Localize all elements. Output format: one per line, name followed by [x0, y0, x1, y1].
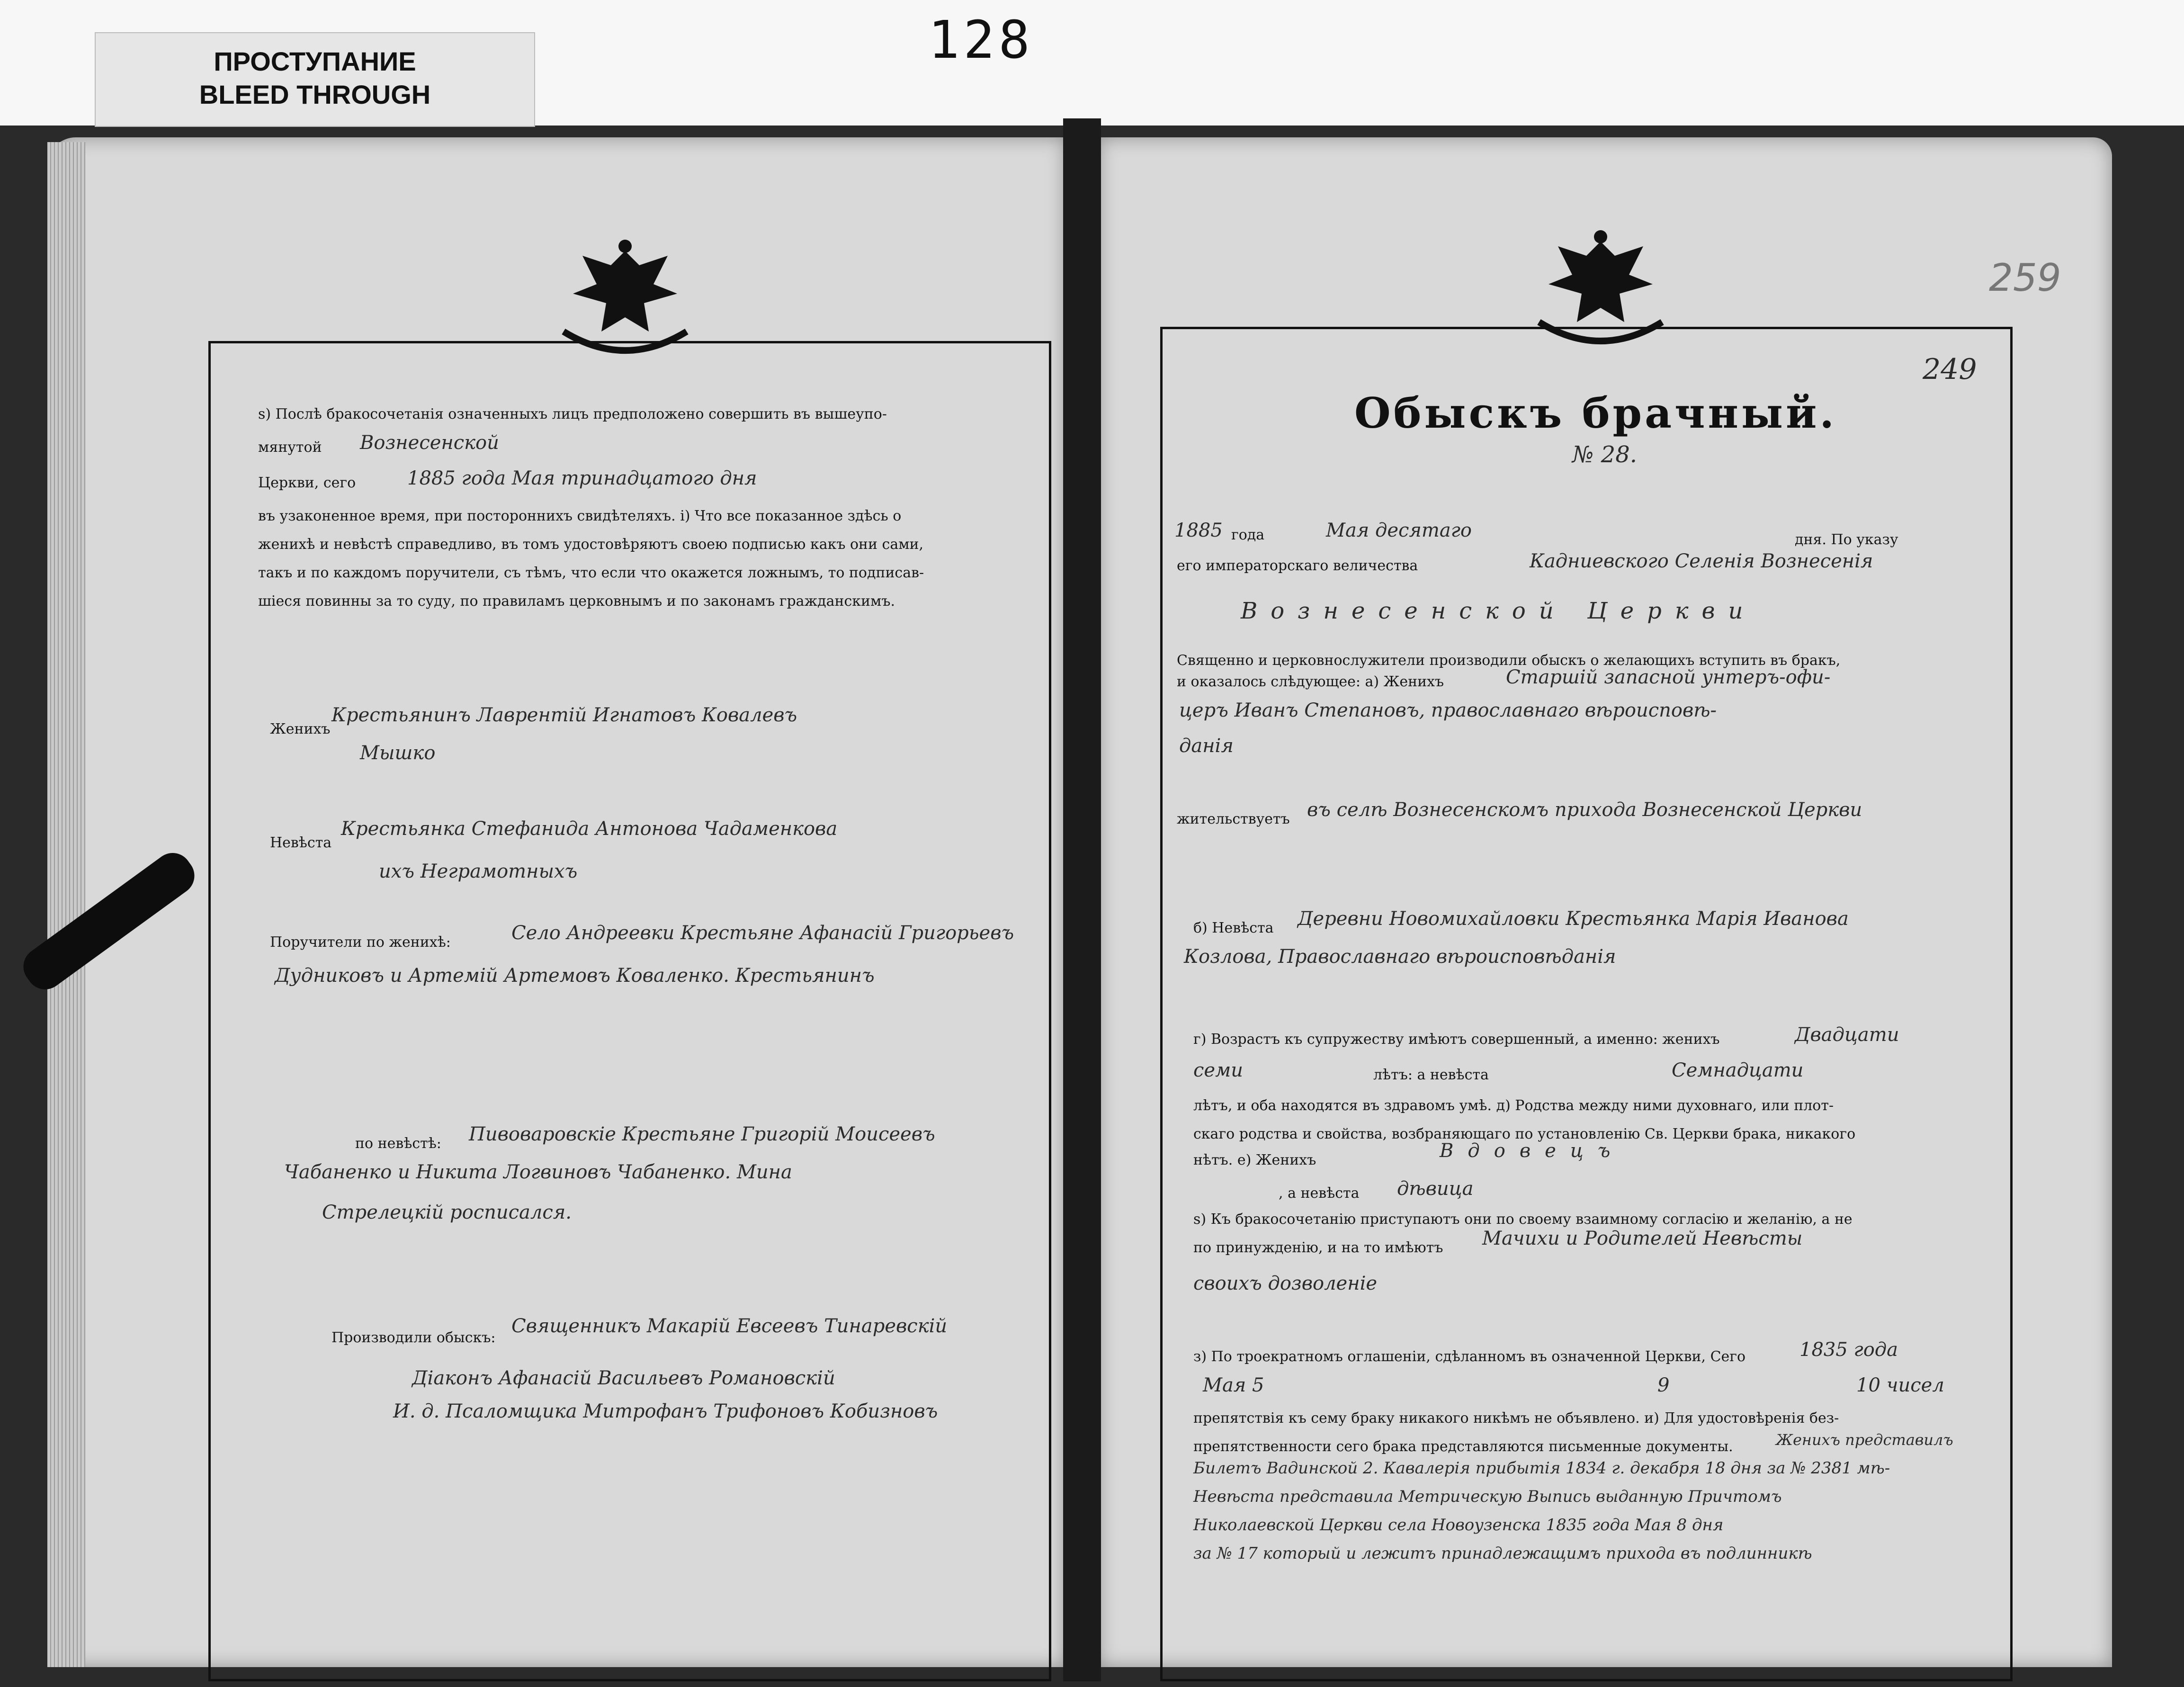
consent-text: ѕ) Къ бракосочетанію приступаютъ они по своему взаимному согласію и желанію, а не — [1193, 1211, 1853, 1228]
age-groom-hand-2: семи — [1193, 1059, 1243, 1081]
investigator-2: Діаконъ Афанасій Васильевъ Романовскій — [412, 1367, 835, 1389]
left-intro-hand-1: Вознесенской — [360, 432, 499, 454]
residence-hand: въ селѣ Вознесенскомъ прихода Вознесенской Церкви — [1307, 799, 1862, 821]
banns-year-hand: 1835 года — [1799, 1339, 1898, 1361]
right-bride-hand-2: Козлова, Православнаго вѣроисповѣданія — [1184, 946, 1616, 968]
groom-name-1: Крестьянинъ Лаврентій Игнатовъ Ковалевъ — [331, 704, 797, 726]
page-edges — [47, 142, 85, 1667]
left-intro-2: мянутой — [258, 439, 322, 456]
banns-day-2-hand: 9 — [1657, 1374, 1670, 1396]
year-hand: 1885 — [1174, 520, 1223, 541]
eagle-icon — [1530, 227, 1672, 350]
docs-hand-4: Николаевской Церкви села Новоузенска 1835 года Мая 8 дня — [1193, 1516, 1724, 1534]
imperial-eagle-emblem-right — [1530, 227, 1672, 350]
groom-sureties-label: Поручители по женихѣ: — [270, 934, 451, 951]
bride-label: Невѣста — [270, 835, 332, 851]
left-intro-7: шіеся повинны за то суду, по правиламъ церковнымъ и по законамъ гражданскимъ. — [258, 593, 895, 610]
consent-text-2: по принужденію, и на то имѣютъ — [1193, 1239, 1443, 1256]
page-number-ink: 249 — [1923, 353, 1977, 386]
found-text: и оказалось слѣдующее: а) Женихъ — [1177, 673, 1444, 690]
bleed-label-ru: ПРОСТУПАНИЕ — [214, 46, 416, 76]
majesty-text: его императорскаго величества — [1177, 557, 1418, 574]
consent-hand-2: своихъ дозволеніе — [1193, 1273, 1378, 1294]
groom-label: Женихъ — [270, 721, 331, 737]
left-intro-3: Церкви, сего — [258, 475, 356, 491]
church-hand: Вознесенской Церкви — [1241, 598, 1756, 624]
banns-month-hand: Мая 5 — [1203, 1374, 1264, 1396]
bride-name-2: ихъ Неграмотныхъ — [379, 861, 578, 882]
bride-sureties-1: Пивоваровскіе Крестьяне Григорій Моисеевъ — [469, 1123, 935, 1145]
imperial-eagle-emblem-left — [554, 237, 696, 360]
bride-name-1: Крестьянка Стефанида Антонова Чадаменкова — [341, 818, 838, 840]
none-text: нѣтъ. е) Женихъ — [1193, 1152, 1316, 1168]
impediment-text: препятствія къ сему браку никакого никѣмъ не объявлено. и) Для удостовѣренія без- — [1193, 1410, 1839, 1427]
left-intro-hand-2: 1885 года Мая тринадцатого дня — [407, 467, 757, 489]
left-intro-6: такъ и по каждомъ поручители, съ тѣмъ, что если что окажется ложнымъ, то подписав- — [258, 565, 924, 581]
residence-label: жительствуетъ — [1177, 811, 1290, 827]
day-label: дня. По указу — [1795, 531, 1898, 548]
banns-day-3-hand: 10 чисел — [1856, 1374, 1944, 1396]
consent-hand-1: Мачихи и Родителей Невѣсты — [1482, 1228, 1803, 1249]
book-gutter — [1063, 118, 1101, 1681]
left-intro-4: въ узаконенное время, при постороннихъ свидѣтеляхъ. і) Что все показанное здѣсь о — [258, 508, 902, 524]
year-label: года — [1231, 527, 1265, 543]
docs-hand-3: Невѣста представила Метрическую Выпись выданную Причтомъ — [1193, 1487, 1782, 1506]
majesty-hand: Кадниевского Селенія Вознесенія — [1530, 550, 1873, 572]
investigator-3: И. д. Псаломщика Митрофанъ Трифоновъ Кобизновъ — [393, 1400, 938, 1422]
kinship-text: скаго родства и свойства, возбраняющаго по установленію Св. Церкви брака, никакого — [1193, 1126, 1856, 1142]
age-bride-label: лѣтъ: а невѣста — [1373, 1067, 1489, 1083]
right-bride-hand-1: Деревни Новомихайловки Крестьянка Марія Иванова — [1298, 908, 1849, 930]
right-form-border — [1160, 327, 2013, 1681]
groom-sureties-2: Дудниковъ и Артемій Артемовъ Коваленко. Крестьянинъ — [275, 965, 875, 987]
groom-sureties-1: Село Андреевки Крестьяне Афанасій Григорьевъ — [511, 922, 1014, 944]
bride-status-label: , а невѣста — [1279, 1185, 1360, 1202]
investigator-1: Священникъ Макарій Евсеевъ Тинаревскій — [511, 1315, 948, 1337]
document-title: Обыскъ брачный. — [1354, 388, 1837, 438]
groom-name-2: Мышко — [360, 742, 436, 764]
bride-sureties-2: Чабаненко и Никита Логвиновъ Чабаненко. Мина — [284, 1161, 792, 1183]
docs-text: препятственности сего брака представляются письменные документы. — [1193, 1438, 1733, 1455]
bleed-label-en: BLEED THROUGH — [199, 80, 431, 109]
groom-hand-2: церъ Иванъ Степановъ, православнаго вѣроисповѣ- — [1179, 700, 1717, 721]
docs-hand-5: за № 17 который и лежитъ принадлежащимъ прихода въ подлинникѣ — [1193, 1544, 1812, 1563]
clergy-text: Священно и церковнослужители производили обыскъ о желающихъ вступить въ бракъ, — [1177, 652, 1841, 669]
page-number-pencil: 259 — [1989, 256, 2061, 300]
groom-status-hand: Вдовецъ — [1440, 1140, 1625, 1162]
age-rest: лѣтъ, и оба находятся въ здравомъ умѣ. д) Родства между ними духовнаго, или плот- — [1193, 1097, 1834, 1114]
groom-hand-3: данія — [1179, 735, 1234, 757]
entry-number: № 28. — [1572, 441, 1638, 468]
age-bride-hand: Семнадцати — [1672, 1059, 1804, 1081]
docs-hand-2: Билетъ Вадинской 2. Кавалерія прибытія 1834 г. декабря 18 дня за № 2381 мѣ- — [1193, 1459, 1890, 1478]
left-intro-1: ѕ) Послѣ бракосочетанія означенныхъ лицъ предположено совершить въ вышеупо- — [258, 406, 887, 422]
bride-status-hand: дѣвица — [1397, 1178, 1474, 1200]
banns-text: з) По троекратномъ оглашеніи, сдѣланномъ въ означенной Церкви, Сего — [1193, 1348, 1746, 1365]
age-groom-hand: Двадцати — [1795, 1024, 1899, 1046]
bride-sureties-3: Стрелецкій росписался. — [322, 1202, 572, 1223]
docs-hand-1: Женихъ представилъ — [1776, 1431, 1953, 1449]
age-label: г) Возрастъ къ супружеству имѣютъ совершенный, а именно: женихъ — [1193, 1031, 1720, 1048]
investigators-label: Производили обыскъ: — [331, 1329, 496, 1346]
bride-sureties-label: по невѣстѣ: — [355, 1135, 441, 1152]
right-bride-label: б) Невѣста — [1193, 920, 1274, 936]
eagle-icon — [554, 237, 696, 360]
frame-number: 128 — [928, 9, 1034, 70]
groom-hand-1: Старшій запасной унтеръ-офи- — [1506, 666, 1831, 688]
day-hand: Мая десятаго — [1326, 520, 1472, 541]
left-intro-5: женихѣ и невѣстѣ справедливо, въ томъ удостовѣряютъ своею подписью какъ они сами, — [258, 536, 924, 553]
bleed-through-label — [95, 32, 535, 127]
